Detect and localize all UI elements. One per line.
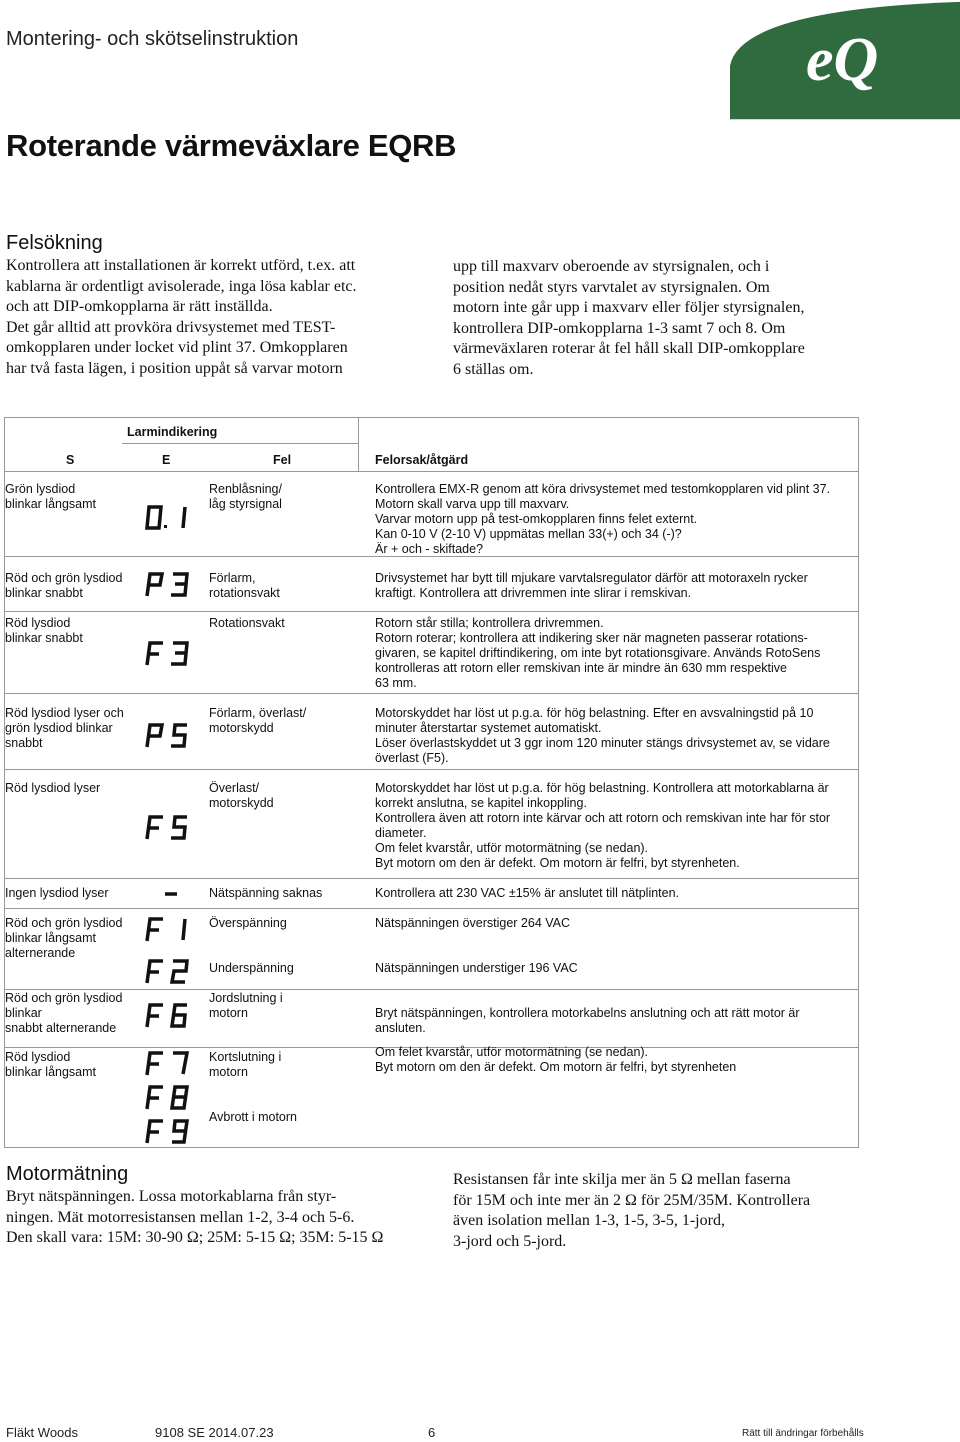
footer-company: Fläkt Woods bbox=[6, 1425, 79, 1440]
text-line: Renblåsning/ bbox=[209, 482, 282, 496]
header-bottom-rule bbox=[5, 471, 858, 472]
row-3-fel bbox=[209, 706, 306, 736]
row-divider bbox=[5, 989, 858, 990]
row-1-orsak bbox=[375, 571, 808, 601]
row-divider bbox=[5, 693, 858, 694]
row-2-indicator bbox=[5, 616, 83, 646]
row-6-indicator bbox=[5, 916, 122, 961]
eq-logo bbox=[730, 0, 960, 125]
header-s: S bbox=[66, 453, 75, 467]
text-line: kontrolleras att rotorn eller remskivan inte är mindre än 630 mm respektive bbox=[375, 661, 787, 675]
row-2-fel bbox=[209, 616, 285, 631]
footer-doc-ref: 9108 SE 2014.07.23 bbox=[155, 1425, 274, 1440]
text-line: minuter återstartar systemet automatiskt. bbox=[375, 721, 602, 735]
section-title-felsokning: Felsökning bbox=[6, 232, 103, 254]
text-line: Röd lysdiod bbox=[5, 616, 71, 630]
text-line: blinkar snabbt bbox=[5, 586, 83, 600]
text-line: blinkar snabbt bbox=[5, 631, 83, 645]
text-line: Avbrott i motorn bbox=[209, 1110, 298, 1124]
text-line: Kontrollera att installationen är korrekt utförd, t.ex. att bbox=[6, 257, 356, 274]
text-line: Är + och - skiftade? bbox=[375, 542, 484, 556]
display-code-p3 bbox=[145, 571, 197, 599]
text-line: Om felet kvarstår, utför motormätning (se nedan). bbox=[375, 1045, 649, 1059]
text-line: blinkar långsamt bbox=[5, 497, 97, 511]
text-line: position nedåt styrs varvtalet av styrsignalen. Om bbox=[453, 278, 770, 296]
text-line: Kortslutning i bbox=[209, 1050, 282, 1064]
text-line: Röd lysdiod lyser bbox=[5, 781, 101, 795]
text-line: Förlarm, bbox=[209, 571, 256, 585]
row-8-orsak bbox=[375, 1006, 800, 1036]
row-3-orsak bbox=[375, 706, 830, 766]
felsokning-text-right bbox=[453, 257, 883, 380]
text-line: alternerande bbox=[5, 946, 76, 960]
text-line: Nätspänningen överstiger 264 VAC bbox=[375, 916, 571, 930]
text-line: Kontrollera även att rotorn inte kärvar och att rotorn och remskivan inte har för stor bbox=[375, 811, 831, 825]
text-line: 63 mm. bbox=[375, 676, 417, 690]
header-column-divider bbox=[358, 418, 359, 471]
text-line: Förlarm, överlast/ bbox=[209, 706, 307, 720]
logo-text: eQ bbox=[806, 26, 879, 94]
text-line: Nätspänning saknas bbox=[209, 886, 323, 900]
text-line: omkopplaren under locket vid plint 37. Omkopplaren bbox=[6, 339, 348, 356]
display-code-f2 bbox=[145, 958, 197, 986]
text-line: korrekt anslutna, se kapitel inkoppling. bbox=[375, 796, 587, 810]
row-5-orsak bbox=[375, 886, 679, 901]
text-line: givaren, se kapitel driftindikering, om inte byt rotationsgivare. Används RotoSens bbox=[375, 646, 821, 660]
row-4-fel bbox=[209, 781, 274, 811]
text-line: Bryt nätspänningen. Lossa motorkablarna från styr- bbox=[6, 1188, 337, 1205]
row-4-indicator bbox=[5, 781, 100, 796]
text-line: Överlast/ bbox=[209, 781, 260, 795]
row-5-indicator bbox=[5, 886, 109, 901]
text-line: värmeväxlaren roterar åt fel håll skall DIP-omkopplare bbox=[453, 340, 805, 357]
text-line: motorn bbox=[209, 1065, 248, 1079]
row-9-fel bbox=[209, 1050, 281, 1080]
display-code-f9 bbox=[145, 1118, 197, 1146]
section-title-motormatning: Motormätning bbox=[6, 1163, 129, 1185]
row-1-fel bbox=[209, 571, 280, 601]
text-line: har två fasta lägen, i position uppåt så varvar motorn bbox=[6, 359, 343, 377]
row-divider bbox=[5, 769, 858, 770]
display-code-f1 bbox=[145, 916, 197, 944]
display-code-f6 bbox=[145, 1002, 197, 1030]
display-code-dash bbox=[163, 888, 183, 898]
header-larmindikering: Larmindikering bbox=[127, 425, 218, 439]
text-line: Kan 0-10 V (2-10 V) uppmätas mellan 33(+) och 34 (-)? bbox=[375, 527, 682, 541]
text-line: Motorskyddet har löst ut p.g.a. för hög belastning. Efter en avsvalningstid på 10 bbox=[375, 706, 814, 720]
text-line: även isolation mellan 1-3, 1-5, 3-5, 1-jord, bbox=[453, 1212, 725, 1229]
row-8-indicator bbox=[5, 991, 122, 1036]
text-line: Drivsystemet har bytt till mjukare varvtalsregulator därför att motoraxeln rycker bbox=[375, 571, 808, 585]
row-6-orsak bbox=[375, 916, 570, 931]
text-line: Rotorn roterar; kontrollera att indikering sker när magneten passerar rotations- bbox=[375, 631, 808, 645]
row-9-orsak bbox=[375, 1045, 736, 1075]
row-divider bbox=[5, 908, 858, 909]
text-line: rotationsvakt bbox=[209, 586, 280, 600]
display-code-f5 bbox=[145, 814, 197, 842]
display-code-p5 bbox=[145, 722, 197, 750]
motor-text-left bbox=[6, 1187, 426, 1249]
text-line: Byt motorn om den är defekt. Om motorn är felfri, byt styrenheten bbox=[375, 1060, 737, 1074]
text-line: upp till maxvarv oberoende av styrsignalen, och i bbox=[453, 258, 770, 275]
felsokning-text-left bbox=[6, 256, 426, 379]
text-line: och att DIP-omkopplarna är rätt inställda. bbox=[6, 298, 273, 315]
text-line: låg styrsignal bbox=[209, 497, 282, 511]
text-line: Överspänning bbox=[209, 916, 287, 930]
text-line: Kontrollera att 230 VAC ±15% är anslutet till nätplinten. bbox=[375, 886, 680, 900]
footer-rights: Rätt till ändringar förbehålls bbox=[742, 1428, 864, 1439]
text-line: Jordslutning i bbox=[209, 991, 283, 1005]
text-line: Motorskyddet har löst ut p.g.a. för hög belastning. Kontrollera att motorkablarna är bbox=[375, 781, 829, 795]
text-line: Kontrollera EMX-R genom att köra drivsystemet med testomkopplaren vid plint 37. bbox=[375, 482, 831, 496]
header-fel: Fel bbox=[273, 453, 292, 467]
text-line: Löser överlastskyddet ut 3 ggr inom 120 minuter stängs drivsystemet av, se vidare bbox=[375, 736, 830, 750]
header-divider bbox=[122, 443, 359, 444]
row-0-fel bbox=[209, 482, 282, 512]
text-line: Ingen lysdiod lyser bbox=[5, 886, 109, 900]
text-line: ningen. Mät motorresistansen mellan 1-2, 3-4 och 5-6. bbox=[6, 1208, 355, 1226]
row-4-orsak bbox=[375, 781, 830, 871]
motor-text-right bbox=[453, 1170, 883, 1252]
page-title: Roterande värmeväxlare EQRB bbox=[6, 128, 457, 163]
row-7-fel bbox=[209, 961, 294, 976]
text-line: motorskydd bbox=[209, 721, 274, 735]
text-line: diameter. bbox=[375, 826, 427, 840]
text-line: Motorn skall varva upp till maxvarv. bbox=[375, 497, 570, 511]
footer-page-number: 6 bbox=[428, 1425, 436, 1440]
text-line: snabbt bbox=[5, 736, 43, 750]
text-line: blinkar bbox=[5, 1006, 42, 1020]
text-line: grön lysdiod blinkar bbox=[5, 721, 113, 735]
row-8-fel bbox=[209, 991, 283, 1021]
row-3-indicator bbox=[5, 706, 124, 751]
text-line: ansluten. bbox=[375, 1021, 426, 1035]
text-line: Resistansen får inte skilja mer än 5 Ω mellan faserna bbox=[453, 1171, 791, 1188]
header-felorsak: Felorsak/åtgärd bbox=[375, 453, 469, 467]
text-line: Grön lysdiod bbox=[5, 482, 76, 496]
row-0-orsak bbox=[375, 482, 830, 557]
text-line: motorskydd bbox=[209, 796, 274, 810]
text-line: snabbt alternerande bbox=[5, 1021, 117, 1035]
alarm-table bbox=[4, 417, 859, 1148]
text-line: 3-jord och 5-jord. bbox=[453, 1232, 567, 1250]
display-code-0-1 bbox=[145, 504, 197, 532]
text-line: Röd och grön lysdiod bbox=[5, 991, 123, 1005]
text-line: Underspänning bbox=[209, 961, 294, 975]
row-9-indicator bbox=[5, 1050, 96, 1080]
row-divider bbox=[5, 878, 858, 879]
row-0-indicator bbox=[5, 482, 96, 512]
row-divider bbox=[5, 611, 858, 612]
text-line: kraftigt. Kontrollera att drivremmen inte slirar i remskivan. bbox=[375, 586, 692, 600]
text-line: blinkar långsamt bbox=[5, 931, 97, 945]
text-line: blinkar långsamt bbox=[5, 1065, 97, 1079]
display-code-f7 bbox=[145, 1050, 197, 1078]
text-line: Röd och grön lysdiod bbox=[5, 571, 123, 585]
text-line: Varvar motorn upp på test-omkopplaren finns felet externt. bbox=[375, 512, 698, 526]
text-line: motorn bbox=[209, 1006, 248, 1020]
text-line: Rotationsvakt bbox=[209, 616, 285, 630]
document-title: Montering- och skötselinstruktion bbox=[6, 28, 299, 50]
text-line: kontrollera DIP-omkopplarna 1-3 samt 7 och 8. Om bbox=[453, 319, 786, 337]
text-line: Röd lysdiod lyser och bbox=[5, 706, 124, 720]
display-code-f8 bbox=[145, 1084, 197, 1112]
text-line: motorn inte går upp i maxvarv eller följer styrsignalen, bbox=[453, 299, 805, 316]
text-line: Det går alltid att provköra drivsystemet med TEST- bbox=[6, 318, 336, 336]
text-line: för 15M och inte mer än 2 Ω för 25M/35M. Kontrollera bbox=[453, 1191, 811, 1209]
text-line: Röd och grön lysdiod bbox=[5, 916, 123, 930]
row-6-fel bbox=[209, 916, 287, 931]
text-line: Nätspänningen understiger 196 VAC bbox=[375, 961, 578, 975]
text-line: Rotorn står stilla; kontrollera drivremmen. bbox=[375, 616, 604, 630]
text-line: Byt motorn om den är defekt. Om motorn är felfri, byt styrenheten. bbox=[375, 856, 740, 870]
row-1-indicator bbox=[5, 571, 122, 601]
row-2-orsak bbox=[375, 616, 820, 691]
row-5-fel bbox=[209, 886, 322, 901]
text-line: 6 ställas om. bbox=[453, 360, 534, 378]
text-line: Den skall vara: 15M: 30-90 Ω; 25M: 5-15 Ω; 35M: 5-15 Ω bbox=[6, 1229, 384, 1246]
header-e: E bbox=[162, 453, 171, 467]
text-line: Bryt nätspänningen, kontrollera motorkabelns anslutning och att rätt motor är bbox=[375, 1006, 800, 1020]
display-code-f3 bbox=[145, 640, 197, 668]
text-line: överlast (F5). bbox=[375, 751, 449, 765]
text-line: kablarna är ordentligt avisolerade, inga lösa kablar etc. bbox=[6, 277, 357, 295]
row-7-orsak bbox=[375, 961, 578, 976]
row-11-fel bbox=[209, 1110, 297, 1125]
text-line: Röd lysdiod bbox=[5, 1050, 71, 1064]
text-line: Om felet kvarstår, utför motormätning (se nedan). bbox=[375, 841, 649, 855]
